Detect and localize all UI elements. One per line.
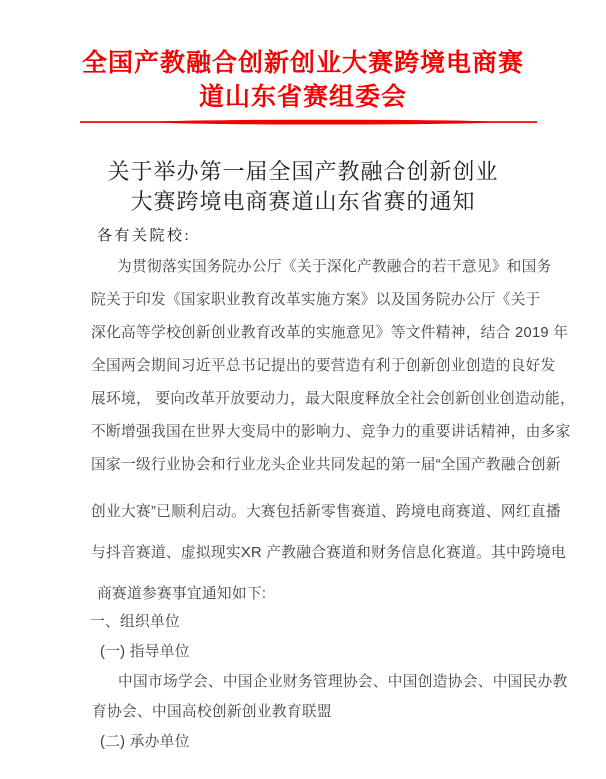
paragraph-line: 创业大赛”已顺利启动。大赛包括新零售赛道、跨境电商赛道、网红直播 [91, 504, 561, 520]
letterhead-title-line2: 道山东省赛组委会 [198, 83, 407, 111]
paragraph-line: 国家一级行业协会和行业龙头企业共同发起的第一届“全国产教融合创新 [91, 457, 561, 473]
notice-title-line2: 大赛跨境电商赛道山东省赛的通知 [130, 189, 476, 214]
paragraph-line: 与抖音赛道、虚拟现实XR 产教融合赛道和财务信息化赛道。其中跨境电 [91, 545, 567, 561]
letterhead-title-line1: 全国产教融合创新创业大赛跨境电商赛 [81, 49, 524, 77]
salutation: 各有关院校: [97, 228, 192, 244]
notice-paragraph-part1 [91, 251, 575, 482]
paragraph-line: 院关于印发《国家职业教育改革实施方案》以及国务院办公厅《关于 [91, 292, 541, 308]
guidance-units-line2: 育协会、中国高校创新创业教育联盟 [92, 704, 332, 720]
paragraph-line: 深化高等学校创新创业教育改革的实施意见》等文件精神，结合 2019 年 [91, 325, 569, 341]
guidance-units-line1: 中国市场学会、中国企业财务管理协会、中国创造协会、中国民办教 [118, 674, 568, 690]
notice-paragraph-part2 [91, 492, 567, 615]
paragraph-line: 全国两会期间习近平总书记提出的要营造有利于创新创业创造的良好发 [91, 358, 556, 374]
subsection-heading-guidance-units: (一) 指导单位 [100, 644, 190, 660]
letterhead-divider-rule [80, 119, 537, 126]
organization-section [90, 607, 568, 757]
paragraph-line: 不断增强我国在世界大变局中的影响力、竞争力的重要讲话精神，由多家 [91, 424, 571, 440]
notice-title [0, 157, 606, 217]
paragraph-line: 为贯彻落实国务院办公厅《关于深化产教融合的若干意见》和国务 [117, 259, 552, 275]
paragraph-line: 商赛道参赛事宜通知如下: [97, 586, 267, 602]
letterhead-title [0, 46, 606, 114]
section-heading-organizers: 一、组织单位 [90, 614, 180, 630]
subsection-heading-host-units: (二) 承办单位 [100, 734, 190, 750]
paragraph-line: 展环境， 要向改革开放要动力，最大限度释放全社会创新创业创造动能， [91, 391, 575, 407]
notice-title-line1: 关于举办第一届全国产教融合创新创业 [107, 159, 499, 184]
